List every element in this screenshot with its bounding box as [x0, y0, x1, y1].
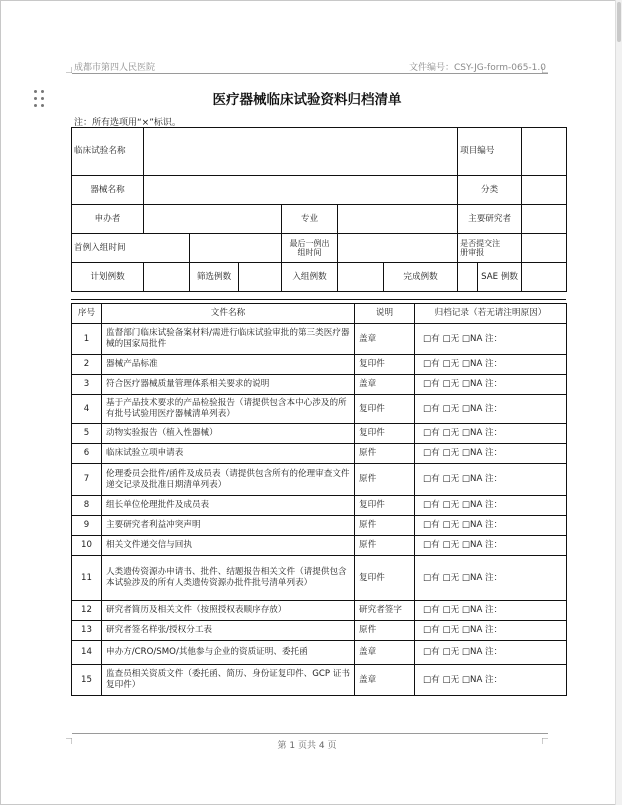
file-name: 监督部门临床试验备案材料/需进行临床试验审批的第三类医疗器械的国家局批件: [102, 324, 355, 355]
archive-record[interactable]: □有 □无 □NA 注：: [415, 601, 567, 621]
file-description: 复印件: [355, 424, 415, 444]
header-doc-number: 文件编号：CSY-JG-form-065-1.0: [408, 63, 546, 73]
category-label: 分类: [458, 176, 522, 205]
file-description: 复印件: [355, 355, 415, 375]
table-row: [72, 355, 567, 375]
file-name: 伦理委员会批件/函件及成员表（请提供包含所有的伦理审查文件递交记录及批准日期清单列表）: [102, 464, 355, 496]
device-name-value[interactable]: [144, 176, 458, 205]
file-name: 组长单位伦理批件及成员表: [102, 496, 355, 516]
first-enroll-value[interactable]: [190, 234, 282, 263]
sponsor-value[interactable]: [144, 205, 282, 234]
trial-info-table: [71, 127, 567, 292]
row-number: 2: [72, 355, 102, 375]
row-number: 14: [72, 641, 102, 665]
file-description: 原件: [355, 516, 415, 536]
archive-list-table: [71, 303, 567, 696]
sae-value[interactable]: [522, 263, 567, 292]
completed-value[interactable]: [458, 263, 478, 292]
archive-record[interactable]: □有 □无 □NA 注：: [415, 621, 567, 641]
page-title: 医疗器械临床试验资料归档清单: [212, 92, 402, 108]
table-row: [72, 665, 567, 696]
pi-value[interactable]: [522, 205, 567, 234]
archive-record[interactable]: □有 □无 □NA 注：: [415, 496, 567, 516]
table-double-rule: [71, 299, 566, 300]
table-row: [72, 556, 567, 601]
file-name: 主要研究者利益冲突声明: [102, 516, 355, 536]
submit-report-value[interactable]: [522, 234, 567, 263]
footer-rule: [72, 733, 548, 734]
table-row: [72, 375, 567, 395]
file-description: 盖章: [355, 375, 415, 395]
file-name: 符合医疗器械质量管理体系相关要求的说明: [102, 375, 355, 395]
row-number: 1: [72, 324, 102, 355]
file-description: 盖章: [355, 665, 415, 696]
table-row: [72, 516, 567, 536]
project-no-value[interactable]: [522, 128, 567, 176]
col-header-name: 文件名称: [102, 304, 355, 324]
file-description: 复印件: [355, 395, 415, 424]
row-number: 4: [72, 395, 102, 424]
file-description: 原件: [355, 464, 415, 496]
vertical-scrollbar[interactable]: [615, 0, 622, 805]
file-name: 器械产品标准: [102, 355, 355, 375]
file-name: 研究者签名样张/授权分工表: [102, 621, 355, 641]
header-org: 成都市第四人民医院: [74, 63, 156, 73]
row-number: 7: [72, 464, 102, 496]
table-row: [72, 536, 567, 556]
row-number: 8: [72, 496, 102, 516]
table-row: [72, 444, 567, 464]
specialty-label: 专业: [282, 205, 338, 234]
file-description: 复印件: [355, 496, 415, 516]
first-enroll-label: 首例入组时间: [72, 234, 190, 263]
file-description: 复印件: [355, 556, 415, 601]
archive-record[interactable]: □有 □无 □NA 注：: [415, 324, 567, 355]
pi-label: 主要研究者: [458, 205, 522, 234]
header-rule: [72, 73, 548, 74]
specialty-value[interactable]: [338, 205, 458, 234]
file-name: 申办方/CRO/SMO/其他参与企业的资质证明、委托函: [102, 641, 355, 665]
file-description: 原件: [355, 621, 415, 641]
last-enroll-value[interactable]: [338, 234, 458, 263]
row-number: 3: [72, 375, 102, 395]
row-number: 6: [72, 444, 102, 464]
row-number: 15: [72, 665, 102, 696]
screened-value[interactable]: [239, 263, 282, 292]
table-row: [72, 424, 567, 444]
archive-record[interactable]: □有 □无 □NA 注：: [415, 444, 567, 464]
row-number: 10: [72, 536, 102, 556]
archive-record[interactable]: □有 □无 □NA 注：: [415, 536, 567, 556]
table-row: [72, 621, 567, 641]
file-name: 监查员相关资质文件（委托函、简历、身份证复印件、GCP 证书复印件）: [102, 665, 355, 696]
file-description: 盖章: [355, 324, 415, 355]
row-number: 13: [72, 621, 102, 641]
archive-record[interactable]: □有 □无 □NA 注：: [415, 464, 567, 496]
row-number: 9: [72, 516, 102, 536]
page-footer: 第 1 页共 4 页: [277, 741, 337, 751]
category-value[interactable]: [522, 176, 567, 205]
completed-label: 完成例数: [384, 263, 458, 292]
project-no-label: 项目编号: [458, 128, 522, 176]
table-row: [72, 464, 567, 496]
col-header-desc: 说明: [355, 304, 415, 324]
row-number: 11: [72, 556, 102, 601]
archive-record[interactable]: □有 □无 □NA 注：: [415, 375, 567, 395]
row-number: 12: [72, 601, 102, 621]
submit-report-label: 是否提交注 册审报: [458, 234, 522, 263]
archive-record[interactable]: □有 □无 □NA 注：: [415, 395, 567, 424]
row-number: 5: [72, 424, 102, 444]
planned-label: 计划例数: [72, 263, 144, 292]
trial-name-label: 临床试验名称: [72, 128, 144, 176]
table-row: [72, 496, 567, 516]
enrolled-label: 入组例数: [282, 263, 338, 292]
archive-record[interactable]: □有 □无 □NA 注：: [415, 516, 567, 536]
col-header-record: 归档记录（若无请注明原因）: [415, 304, 567, 324]
planned-value[interactable]: [144, 263, 190, 292]
file-name: 研究者简历及相关文件（按照授权表顺序存放）: [102, 601, 355, 621]
file-name: 人类遗传资源办申请书、批件、结题报告相关文件（请提供包含本试验涉及的所有人类遗传资源办批件批号清单列表）: [102, 556, 355, 601]
archive-record[interactable]: □有 □无 □NA 注：: [415, 556, 567, 601]
archive-record[interactable]: □有 □无 □NA 注：: [415, 665, 567, 696]
sae-label: SAE 例数: [478, 263, 522, 292]
file-name: 动物实验报告（植入性器械）: [102, 424, 355, 444]
archive-record[interactable]: □有 □无 □NA 注：: [415, 355, 567, 375]
file-description: 原件: [355, 536, 415, 556]
table-row: [72, 324, 567, 355]
file-name: 相关文件递交信与回执: [102, 536, 355, 556]
table-row: [72, 395, 567, 424]
file-description: 研究者签字: [355, 601, 415, 621]
last-enroll-label: 最后一例出 组时间: [282, 234, 338, 263]
table-row: [72, 601, 567, 621]
screened-label: 筛选例数: [190, 263, 239, 292]
note-text: 注：所有选项用“×”标识。: [74, 118, 181, 128]
col-header-no: 序号: [72, 304, 102, 324]
file-name: 临床试验立项申请表: [102, 444, 355, 464]
archive-record[interactable]: □有 □无 □NA 注：: [415, 641, 567, 665]
device-name-label: 器械名称: [72, 176, 144, 205]
trial-name-value[interactable]: [144, 128, 458, 176]
enrolled-value[interactable]: [338, 263, 384, 292]
sponsor-label: 申办者: [72, 205, 144, 234]
archive-record[interactable]: □有 □无 □NA 注：: [415, 424, 567, 444]
file-description: 盖章: [355, 641, 415, 665]
file-description: 原件: [355, 444, 415, 464]
scrollbar-thumb[interactable]: [617, 2, 621, 42]
file-name: 基于产品技术要求的产品检验报告（请提供包含本中心涉及的所有批号试验用医疗器械清单列表）: [102, 395, 355, 424]
table-row: [72, 641, 567, 665]
